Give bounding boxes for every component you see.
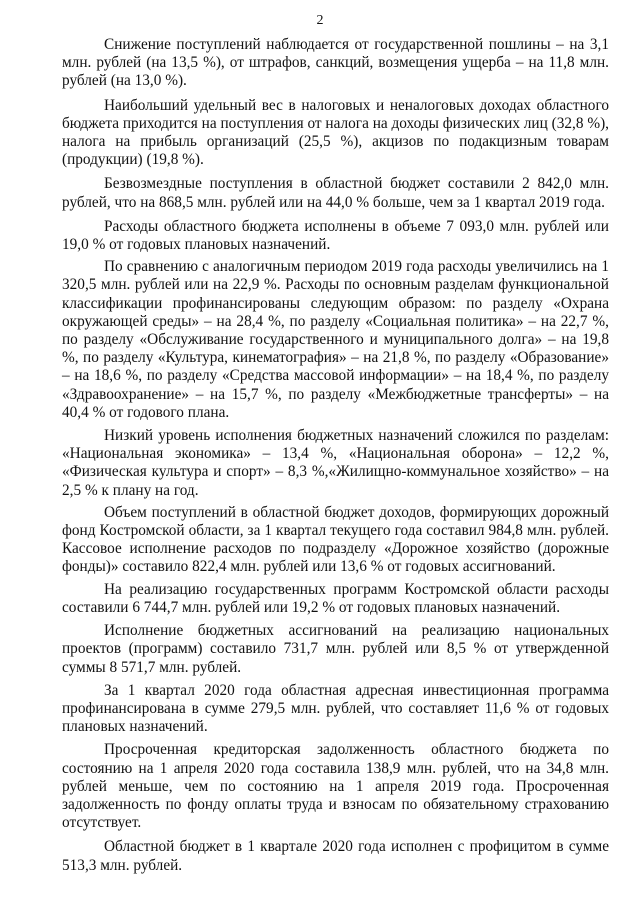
paragraph-overdue-debt: Просроченная кредиторская задолженность областного бюджета по состоянию на 1 апреля 2020 года составила 138,9 млн. рублей, что на 34,8 млн. рублей меньше, чем по состоянию на 1 апреля 2019 года. Просроченная задолженность по фонду оплаты труда и взносам по обязательному страхованию отсутствует. xyxy=(62,741,609,832)
paragraph-low-execution: Низкий уровень исполнения бюджетных назначений сложился по разделам: «Национальная экономика» – 13,4 %, «Национальная оборона» – 12,2 %, «Физическая культура и спорт» – 8,3 %,«Жилищно-коммунальное хозяйство» – на 2,5 % к плану на год. xyxy=(62,427,609,499)
paragraph-state-programs: На реализацию государственных программ Костромской области расходы составили 6 744,7 млн. рублей или 19,2 % от годовых плановых назначений. xyxy=(62,580,609,616)
paragraph-road-fund: Объем поступлений в областной бюджет доходов, формирующих дорожный фонд Костромской области, за 1 квартал текущего года составил 984,8 млн. рублей. Кассовое исполнение расходов по подразделу «Дорожное хозяйство (дорожные фонды)» составило 822,4 млн. рублей или 13,6 % от годовых ассигнований. xyxy=(62,503,609,576)
paragraph-expenditures-comparison: По сравнению с аналогичным периодом 2019 года расходы увеличились на 1 320,5 млн. рублей или на 22,9 %. Расходы по основным разделам функциональной классификации профинансированы следующим образом: по разделу «Охрана окружающей среды» – на 28,4 %, по разделу «Социальная политика» – на 22,7 %, по разделу «Обслуживание государственного и муниципального долга» – на 19,8 %, по разделу «Культура, кинематография» – на 21,8 %, по разделу «Образование» – на 18,6 %, по разделу «Средства массовой информации» – на 18,4 %, по разделу «Здравоохранение» – на 15,7 %, по разделу «Межбюджетные трансферты» – на 40,4 % от годового плана. xyxy=(62,258,609,421)
paragraph-national-projects: Исполнение бюджетных ассигнований на реализацию национальных проектов (программ) составило 731,7 млн. рублей или 8,5 % от утвержденной суммы 8 571,7 млн. рублей. xyxy=(62,622,609,676)
paragraph-gratuitous-receipts: Безвозмездные поступления в областной бюджет составили 2 842,0 млн. рублей, что на 868,5 млн. рублей или на 44,0 % больше, чем за 1 квартал 2019 года. xyxy=(62,175,609,211)
paragraph-investment-program: За 1 квартал 2020 года областная адресная инвестиционная программа профинансирована в сумме 279,5 млн. рублей, что составляет 11,6 % от годовых плановых назначений. xyxy=(62,681,609,736)
paragraph-expenditures-total: Расходы областного бюджета исполнены в объеме 7 093,0 млн. рублей или 19,0 % от годовых плановых назначений. xyxy=(62,217,609,254)
paragraph-state-duty: Снижение поступлений наблюдается от государственной пошлины – на 3,1 млн. рублей (на 13,5 %), от штрафов, санкций, возмещения ущерба – на 11,8 млн. рублей (на 13,0 %). xyxy=(62,36,609,90)
paragraph-surplus: Областной бюджет в 1 квартале 2020 года исполнен с профицитом в сумме 513,3 млн. рублей. xyxy=(62,838,609,874)
page-number: 2 xyxy=(316,13,324,28)
paragraph-tax-share: Наибольший удельный вес в налоговых и неналоговых доходах областного бюджета приходится на поступления от налога на доходы физических лиц (32,8 %), налога на прибыль организаций (25,5 %), акцизов по подакцизным товарам (продукции) (19,8 %). xyxy=(62,96,609,169)
document-body xyxy=(62,36,609,875)
